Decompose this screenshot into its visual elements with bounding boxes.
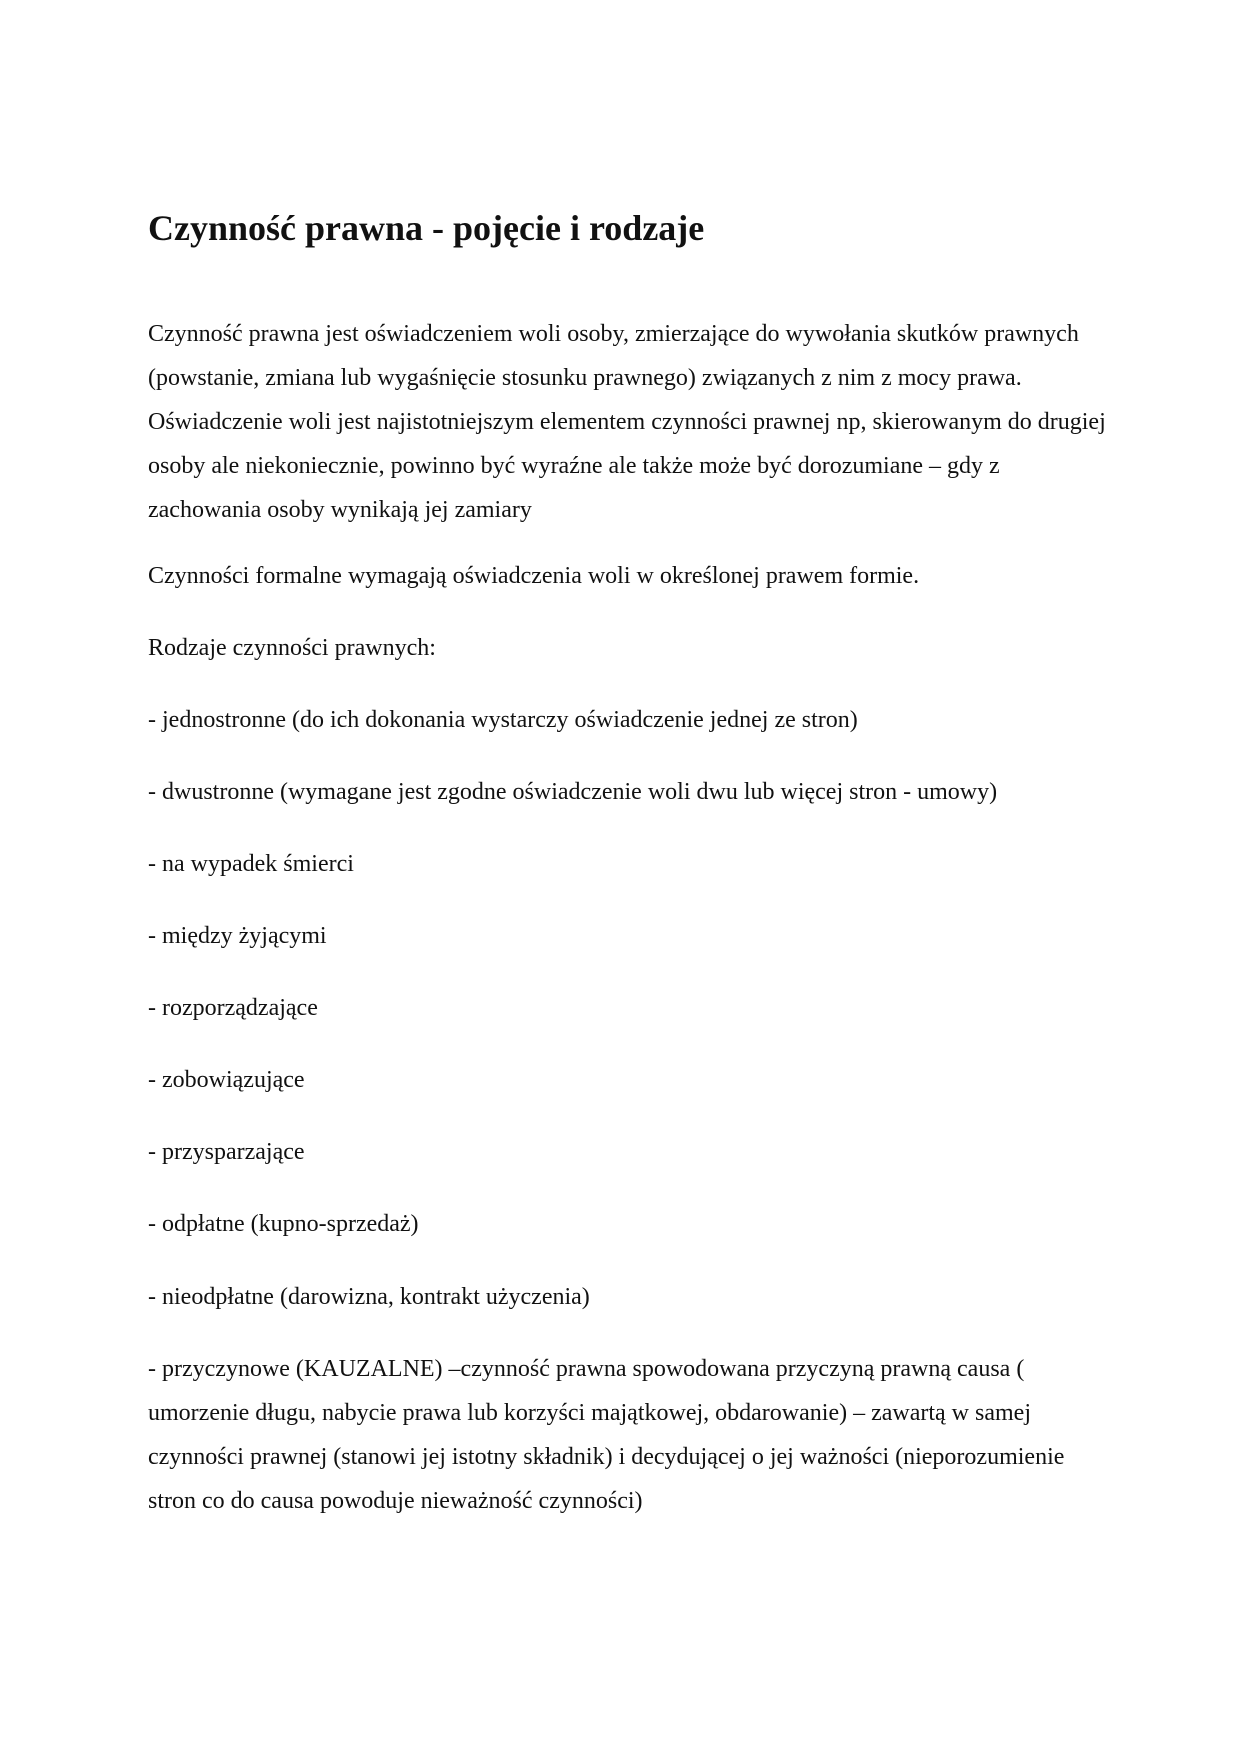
page-title: Czynność prawna - pojęcie i rodzaje — [148, 208, 705, 248]
list-item: - rozporządzające — [148, 995, 318, 1021]
formal-paragraph: Czynności formalne wymagają oświadczenia woli w określonej prawem formie. — [148, 563, 920, 589]
list-item: - między żyjącymi — [148, 923, 327, 949]
list-item: - dwustronne (wymagane jest zgodne oświadczenie woli dwu lub więcej stron - umowy) — [148, 779, 998, 805]
types-heading: Rodzaje czynności prawnych: — [148, 635, 436, 661]
list-item: - nieodpłatne (darowizna, kontrakt użyczenia) — [148, 1284, 590, 1310]
list-item: - przysparzające — [148, 1139, 305, 1165]
list-item: - jednostronne (do ich dokonania wystarczy oświadczenie jednej ze stron) — [148, 707, 858, 733]
list-item: - na wypadek śmierci — [148, 851, 354, 877]
causal-paragraph: - przyczynowe (KAUZALNE) –czynność prawna spowodowana przyczyną prawną causa ( umorzenie długu, nabycie prawa lub korzyści majątkowej, obdarowanie) – zawartą w samej czynności prawnej (stanowi jej istotny składnik) i decydującej o jej ważności (nieporozumienie stron co do causa powoduje nieważność czynności) — [148, 1356, 1065, 1514]
intro-paragraph: Czynność prawna jest oświadczeniem woli osoby, zmierzające do wywołania skutków prawnych (powstanie, zmiana lub wygaśnięcie stosunku prawnego) związanych z nim z mocy prawa. Oświadczenie woli jest najistotniejszym elementem czynności prawnej np, skierowanym do drugiej osoby ale niekoniecznie, powinno być wyraźne ale także może być dorozumiane – gdy z zachowania osoby wynikają jej zamiary — [148, 321, 1106, 523]
list-item: - odpłatne (kupno-sprzedaż) — [148, 1211, 419, 1237]
list-item: - zobowiązujące — [148, 1067, 305, 1093]
